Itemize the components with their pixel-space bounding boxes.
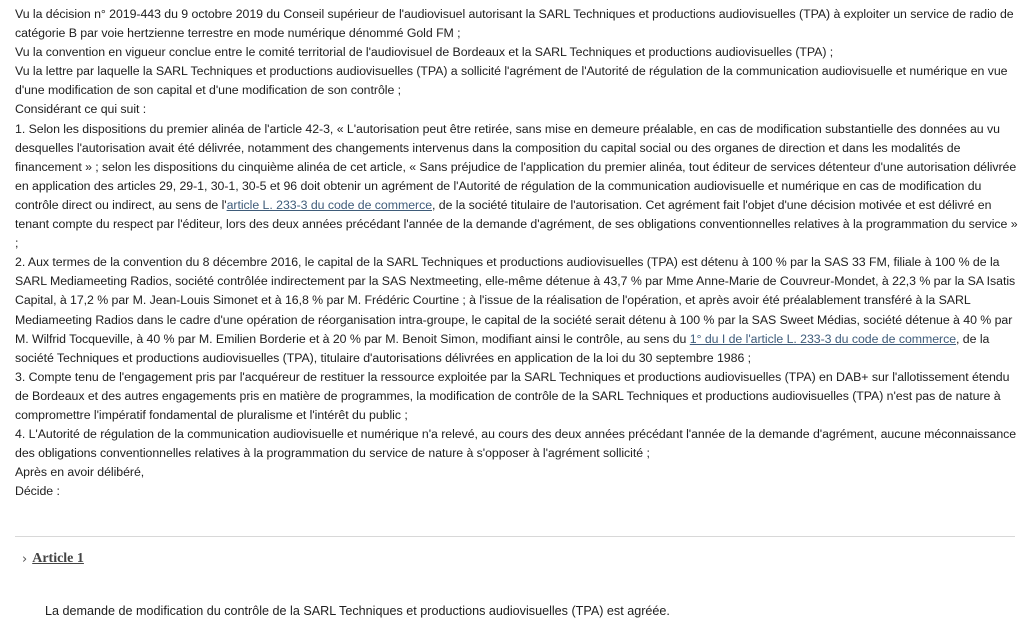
visa-lettre: Vu la lettre par laquelle la SARL Techniques et productions audiovisuelles (TPA) a sollicité l'agrément de l'Autorité de régulation de la communication audiovisuelle et numérique en vue d'une modification de son capital et d'une modification de son contrôle ; (15, 64, 1008, 98)
section-divider (15, 536, 1015, 537)
link-1-du-i-article-l233-3[interactable]: 1° du I de l'article L. 233-3 du code de commerce (689, 331, 957, 346)
visa-convention: Vu la convention en vigueur conclue entre le comité territorial de l'audiovisuel de Bordeaux et la SARL Techniques et productions audiovisuelles (TPA) ; (15, 45, 834, 60)
considerant-2-text-b: , de la société Techniques et productions audiovisuelles (TPA), titulaire d'autorisations délivrées en application de la loi du 30 septembre 1986 ; (15, 331, 990, 365)
article-1-title[interactable]: Article 1 (32, 551, 84, 566)
considerant-2-text-a: 2. Aux termes de la convention du 8 décembre 2016, le capital de la SARL Techniques et productions audiovisuelles (TPA) est détenu à 100 % par la SAS 33 FM, filiale à 100 % de la SARL Mediameeting Radios, société contrôlée indirectement par la SAS Nextmeeting, elle-même détenue à 43,7 % par Mme Anne-Marie de Couvreur-Mondet, à 22,3 % par la SA Isatis Capital, à 17,2 % par M. Jean-Louis Simonet et à 16,8 % par M. Frédéric Courtine ; à l'issue de la réalisation de l'opération, et après avoir été préalablement transféré à la SARL Mediameeting Radios dans le cadre d'une opération de réorganisation intra-groupe, le capital de la société serait détenu à 100 % par la SAS Sweet Médias, société détenue à 40 % par M. Wilfrid Tocqueville, à 40 % par M. Emilien Borderie et à 20 % par M. Benoit Simon, modifiant ainsi le contrôle, au sens du (15, 255, 1016, 346)
considerant-1 (15, 120, 1020, 254)
chevron-right-icon: › (22, 551, 28, 567)
decision-text (15, 5, 1020, 501)
considerant-4: 4. L'Autorité de régulation de la communication audiovisuelle et numérique n'a relevé, au cours des deux années précédant l'année de la demande d'agrément, aucune méconnaissance des obligations conventionnelles relatives à la programmation du service de nature à s'opposer à l'agrément sollicité ; (15, 427, 1017, 461)
considerant-1-text-a: 1. Selon les dispositions du premier alinéa de l'article 42-3, « L'autorisation peut être retirée, sans mise en demeure préalable, en cas de modification substantielle des données au vu desquelles l'autorisation avait été délivrée, notamment des changements intervenus dans la composition du capital social ou des organes de direction et dans les modalités de financement » ; selon les dispositions du cinquième alinéa de cet article, « Sans préjudice de l'application du premier alinéa, tout éditeur de services détenteur d'une autorisation délivrée en application des articles 29, 29-1, 30-1, 30-5 et 96 doit obtenir un agrément de l'Autorité de régulation de la communication audiovisuelle et numérique en cas de modification du contrôle direct ou indirect, au sens de l' (15, 121, 1017, 212)
considerant-heading: Considérant ce qui suit : (15, 102, 147, 117)
considerant-2 (15, 253, 1020, 368)
visa-decision: Vu la décision n° 2019-443 du 9 octobre 2019 du Conseil supérieur de l'audiovisuel autorisant la SARL Techniques et productions audiovisuelles (TPA) à exploiter un service de radio de catégorie B par voie hertzienne terrestre en mode numérique dénommé Gold FM ; (15, 7, 1014, 41)
considerant-1-text-b: , de la société titulaire de l'autorisation. Cet agrément fait l'objet d'une décision motivée et est délivré en tenant compte du respect par l'éditeur, lors des deux années précédant l'année de la demande d'agrément, de ses obligations conventionnelles relatives à la programmation du service » ; (15, 197, 1018, 251)
decide-line: Décide : (15, 484, 60, 499)
considerant-3: 3. Compte tenu de l'engagement pris par l'acquéreur de restituer la ressource exploitée par la SARL Techniques et productions audiovisuelles (TPA) en DAB+ sur l'allotissement étendu de Bordeaux et des autres engagements pris en matière de programmes, la modification de contrôle de la SARL Techniques et productions audiovisuelles (TPA) n'est pas de nature à compromettre l'impératif fondamental de pluralisme et l'intérêt du public ; (15, 369, 1010, 422)
deliberation-line: Après en avoir délibéré, (15, 465, 145, 480)
article-1-text: La demande de modification du contrôle de la SARL Techniques et productions audiovisuelles (TPA) est agréée. (45, 604, 670, 618)
link-article-l233-3[interactable]: article L. 233-3 du code de commerce (226, 197, 433, 212)
article-1-toggle[interactable] (22, 551, 84, 567)
